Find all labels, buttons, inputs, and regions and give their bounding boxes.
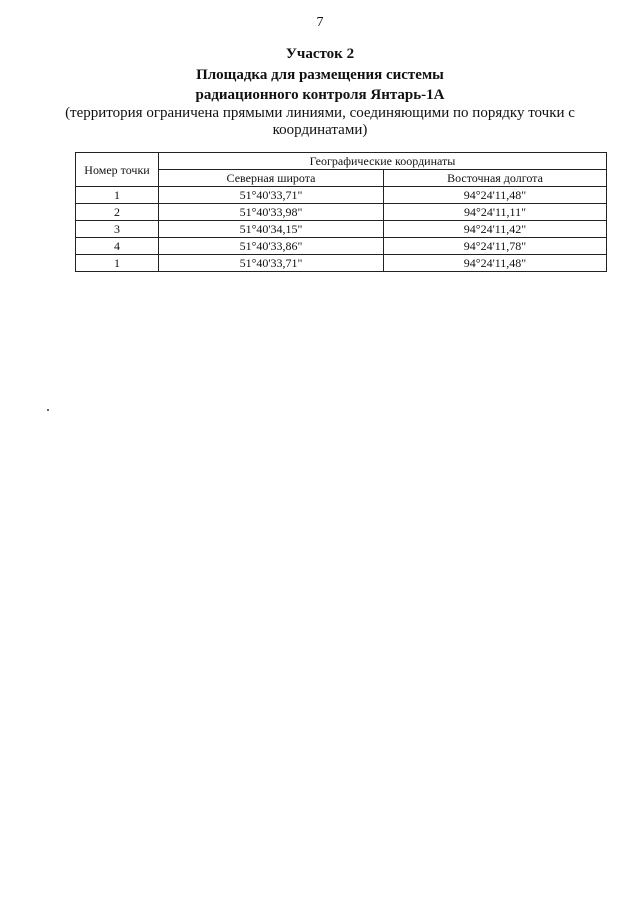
site-title-line-2: радиационного контроля Янтарь-1А xyxy=(195,87,445,103)
document-heading xyxy=(40,44,600,139)
cell-latitude: 51°40'33,86" xyxy=(159,238,384,255)
section-title: Участок 2 xyxy=(285,46,355,62)
cell-longitude: 94°24'11,78" xyxy=(384,238,607,255)
header-point-number: Номер точки xyxy=(76,153,159,187)
territory-note-line-2: координатами) xyxy=(272,122,368,138)
table-row xyxy=(76,221,607,238)
cell-latitude: 51°40'33,71" xyxy=(159,255,384,272)
table-row xyxy=(76,255,607,272)
cell-point: 3 xyxy=(76,221,159,238)
page-number: 7 xyxy=(316,15,324,30)
table-row xyxy=(76,187,607,204)
cell-longitude: 94°24'11,48" xyxy=(384,255,607,272)
cell-point: 2 xyxy=(76,204,159,221)
cell-point: 1 xyxy=(76,255,159,272)
territory-note-line-1: (территория ограничена прямыми линиями, соединяющими по порядку точки с xyxy=(65,105,575,121)
cell-point: 1 xyxy=(76,187,159,204)
cell-point: 4 xyxy=(76,238,159,255)
table-row xyxy=(76,238,607,255)
cell-latitude: 51°40'34,15" xyxy=(159,221,384,238)
cell-latitude: 51°40'33,71" xyxy=(159,187,384,204)
cell-longitude: 94°24'11,42" xyxy=(384,221,607,238)
cell-longitude: 94°24'11,48" xyxy=(384,187,607,204)
cell-latitude: 51°40'33,98" xyxy=(159,204,384,221)
scan-speck xyxy=(47,409,49,411)
table-row xyxy=(76,204,607,221)
header-east-longitude: Восточная долгота xyxy=(384,170,607,187)
site-title-line-1: Площадка для размещения системы xyxy=(196,67,444,83)
header-geo-coordinates: Географические координаты xyxy=(159,153,607,170)
header-north-latitude: Северная широта xyxy=(159,170,384,187)
coordinates-table xyxy=(75,152,607,272)
cell-longitude: 94°24'11,11" xyxy=(384,204,607,221)
